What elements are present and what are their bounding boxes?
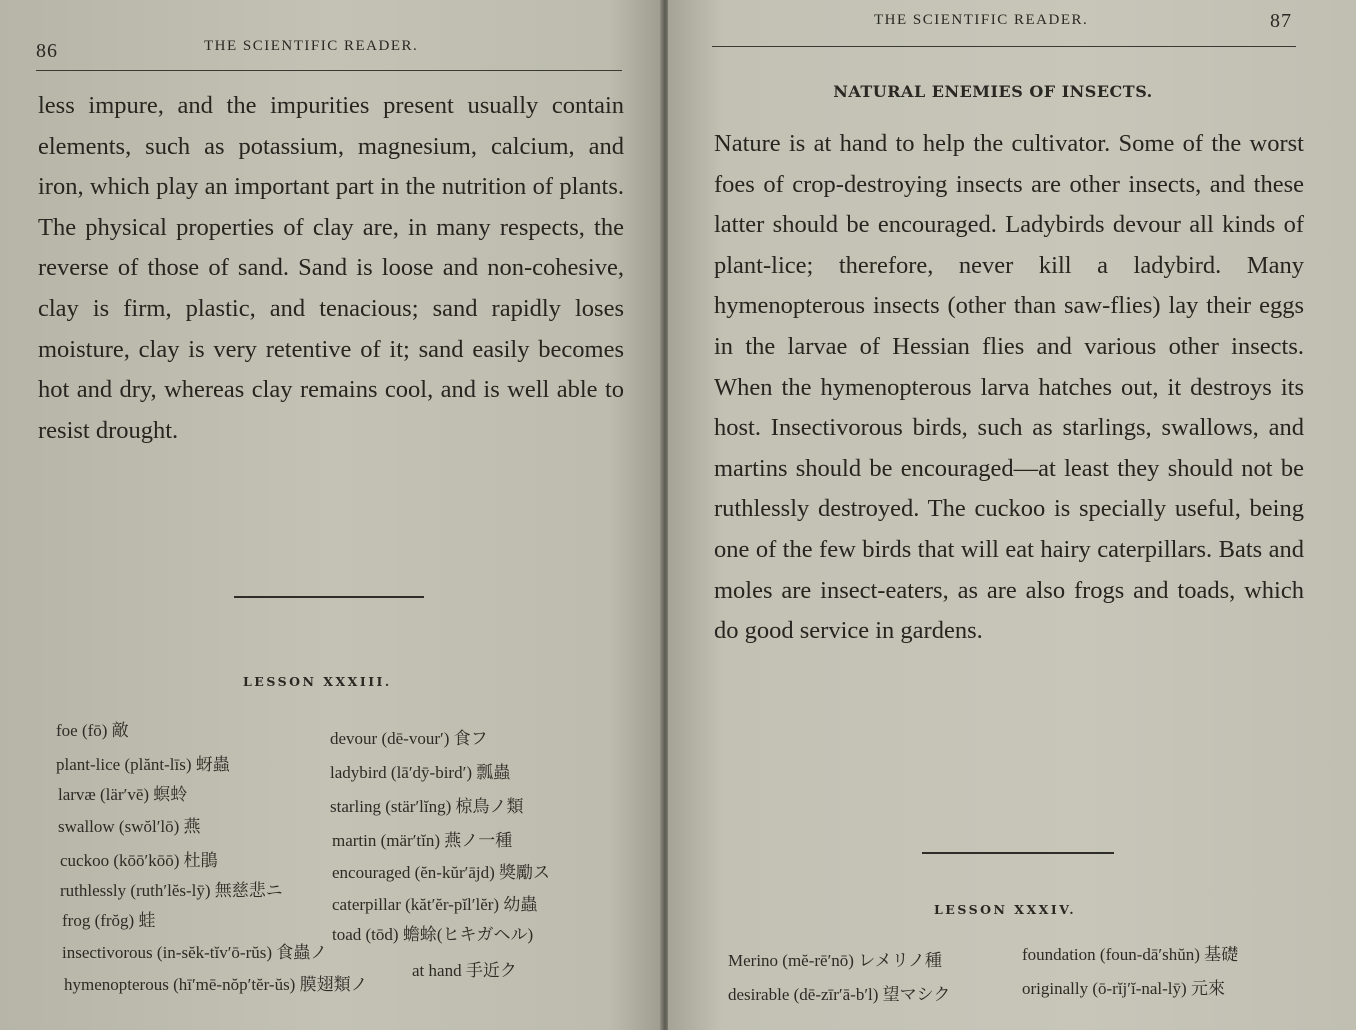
left-body-text: [38, 86, 624, 451]
vocab-item: foundation (foun-dā′shŭn) 基礎: [1022, 945, 1239, 964]
vocab-item: desirable (dē-zīr′ā-b′l) 望マシク: [728, 985, 951, 1004]
vocab-item: larvæ (lär′vē) 螟蛉: [58, 785, 188, 804]
vocab-item: starling (stär′lĭng) 椋鳥ノ類: [330, 797, 524, 816]
lesson-heading-34: LESSON XXXIV.: [934, 902, 1077, 917]
vocab-item: devour (dē-vour′) 食フ: [330, 729, 488, 748]
vocab-item: caterpillar (kăt′ĕr-pĭl′lĕr) 幼蟲: [332, 895, 538, 914]
vocab-item: insectivorous (in-sĕk-tĭv′ō-rŭs) 食蟲ノ: [62, 943, 328, 962]
vocab-item: cuckoo (kōō′kōō) 杜鵑: [60, 851, 218, 870]
page-number-right: 87: [1270, 10, 1292, 32]
page-number-left: 86: [36, 40, 58, 62]
vocab-item: frog (frŏg) 蛙: [62, 911, 156, 930]
running-head-right: THE SCIENTIFIC READER.: [874, 12, 1089, 28]
vocab-item: martin (mär′tĭn) 燕ノ一種: [332, 831, 513, 850]
header-rule-left: [36, 70, 622, 71]
vocab-item: originally (ō-rĭj′ĭ-nal-lȳ) 元來: [1022, 979, 1225, 998]
section-divider-right: [922, 852, 1114, 854]
section-title: NATURAL ENEMIES OF INSECTS.: [833, 82, 1153, 101]
right-page: [668, 0, 1356, 1030]
left-page: [0, 0, 662, 1030]
vocab-item: swallow (swŏl′lō) 燕: [58, 817, 201, 836]
left-paragraph: less impure, and the impurities present usually contain elements, such as potassium, magnesium, calcium, and iron, which play an important part in the nutrition of plants. The physical properties of clay are, in many respects, the reverse of those of sand. Sand is loose and non-cohesive, clay is firm, plastic, and tenacious; sand rapidly loses moisture, clay is very retentive of it; sand easily becomes hot and dry, whereas clay remains cool, and is well able to resist drought.: [38, 92, 624, 444]
header-rule-right: [712, 46, 1296, 47]
vocab-item: at hand 手近ク: [412, 961, 517, 980]
running-head-left: THE SCIENTIFIC READER.: [204, 38, 419, 54]
right-paragraph: Nature is at hand to help the cultivator. Some of the worst foes of crop-destroying insects are other insects, and these latter should be encouraged. Ladybirds devour all kinds of plant-lice; therefore, never kill a ladybird. Many hymenopterous insects (other than saw-flies) lay their eggs in the larvae of Hessian flies and various other insects. When the hymenopterous larva hatches out, it destroys its host. Insectivorous birds, such as starlings, swallows, and martins should be encouraged—at least they should not be ruthlessly destroyed. The cuckoo is specially useful, being one of the few birds that will eat hairy caterpillars. Bats and moles are insect-eaters, as are also frogs and toads, which do good service in gardens.: [714, 130, 1304, 645]
vocab-item: ruthlessly (ruth′lĕs-lȳ) 無慈悲ニ: [60, 881, 283, 900]
vocab-item: foe (fō) 敵: [56, 721, 129, 740]
vocab-item: toad (tōd) 蟾蜍(ヒキガヘル): [332, 925, 534, 944]
vocab-item: encouraged (ĕn-kŭr′ājd) 獎勵ス: [332, 863, 551, 882]
vocab-item: ladybird (lā′dȳ-bird′) 瓢蟲: [330, 763, 511, 782]
vocab-item: hymenopterous (hī′mē-nŏp′tĕr-ŭs) 膜翅類ノ: [64, 975, 368, 994]
vocab-item: Merino (mĕ-rē′nō) レメリノ種: [728, 951, 943, 970]
section-divider-left: [234, 596, 424, 598]
right-body-text: [714, 124, 1304, 652]
lesson-heading-33: LESSON XXXIII.: [243, 674, 392, 689]
vocab-item: plant-lice (plănt-līs) 蚜蟲: [56, 755, 230, 774]
